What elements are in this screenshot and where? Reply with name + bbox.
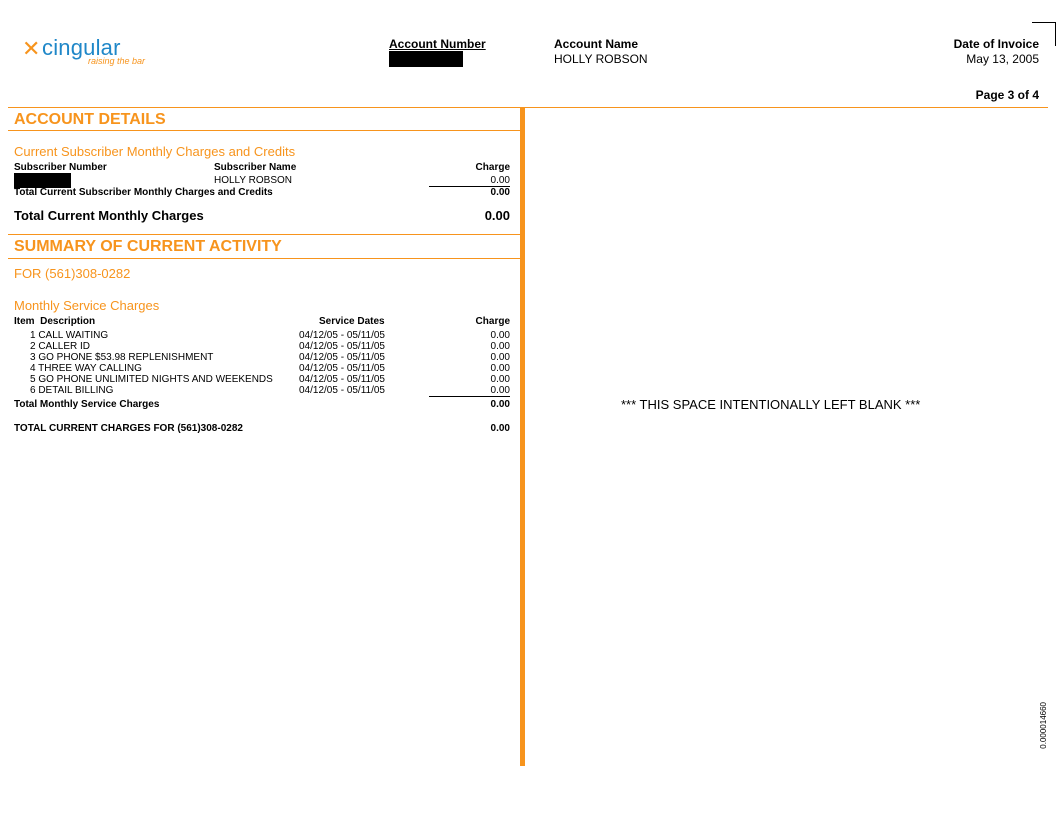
account-details-heading: ACCOUNT DETAILS: [14, 111, 166, 128]
total-monthly-charges-value: 0.00: [484, 208, 510, 223]
item-service-dates: 04/12/05 - 05/11/05: [299, 352, 385, 363]
subscriber-total-label: Total Current Subscriber Monthly Charges and Credits: [14, 187, 273, 198]
account-name-value: HOLLY ROBSON: [554, 52, 648, 66]
column-divider: [520, 108, 525, 766]
invoice-date-value: May 13, 2005: [966, 52, 1039, 66]
item-description: 3 GO PHONE $53.98 REPLENISHMENT: [30, 352, 214, 363]
subscriber-total-value: 0.00: [490, 187, 510, 198]
cingular-logo-mark-icon: ✕: [22, 36, 41, 61]
list-item: [0, 330, 520, 341]
total-service-charges-value: 0.00: [490, 399, 510, 410]
item-description-header: Item Description: [14, 316, 96, 327]
section-divider: [8, 234, 520, 235]
item-charge: 0.00: [429, 385, 510, 397]
item-service-dates: 04/12/05 - 05/11/05: [299, 330, 385, 341]
summary-heading: SUMMARY OF CURRENT ACTIVITY: [14, 238, 282, 255]
subscriber-number-redaction: [14, 173, 71, 188]
cingular-logo-text: cingular: [42, 35, 121, 60]
blank-space-notice: *** THIS SPACE INTENTIONALLY LEFT BLANK ***: [621, 397, 921, 412]
account-number-label: Account Number: [389, 37, 486, 51]
item-description: 1 CALL WAITING: [30, 330, 109, 341]
account-name-label: Account Name: [554, 37, 639, 51]
corner-mark: [1032, 22, 1056, 23]
service-items-list: [0, 330, 520, 396]
item-charge: 0.00: [490, 363, 510, 374]
item-description: 5 GO PHONE UNLIMITED NIGHTS AND WEEKENDS: [30, 374, 273, 385]
total-current-charges-label: TOTAL CURRENT CHARGES FOR (561)308-0282: [14, 423, 243, 434]
phone-number-line: FOR (561)308-0282: [14, 266, 131, 281]
subscriber-name-header: Subscriber Name: [214, 162, 297, 173]
service-dates-header: Service Dates: [319, 316, 385, 327]
total-monthly-charges-label: Total Current Monthly Charges: [14, 208, 204, 223]
monthly-service-heading: Monthly Service Charges: [14, 298, 160, 313]
section-divider: [8, 258, 520, 259]
item-charge: 0.00: [490, 341, 510, 352]
subscriber-name-value: HOLLY ROBSON: [214, 175, 292, 186]
list-item: [0, 341, 520, 352]
total-current-charges-value: 0.00: [490, 423, 510, 434]
page-number: Page 3 of 4: [975, 88, 1039, 102]
list-item: [0, 385, 520, 396]
subscriber-number-header: Subscriber Number: [14, 162, 107, 173]
invoice-date-label: Date of Invoice: [953, 37, 1039, 51]
item-charge: 0.00: [490, 330, 510, 341]
item-description: 4 THREE WAY CALLING: [30, 363, 142, 374]
charge-header: Charge: [475, 162, 510, 173]
list-item: [0, 374, 520, 385]
item-description: 6 DETAIL BILLING: [30, 385, 114, 396]
section-divider: [8, 130, 520, 131]
item-service-dates: 04/12/05 - 05/11/05: [299, 385, 385, 396]
document-id-vertical: 0.000014660: [1039, 702, 1048, 749]
item-description: 2 CALLER ID: [30, 341, 91, 352]
list-item: [0, 363, 520, 374]
service-charge-header: Charge: [475, 316, 510, 327]
item-service-dates: 04/12/05 - 05/11/05: [299, 363, 385, 374]
cingular-logo-tagline: raising the bar: [88, 56, 146, 66]
header-divider: [8, 107, 1048, 108]
subscriber-charge-value: 0.00: [429, 175, 510, 187]
item-charge: 0.00: [490, 374, 510, 385]
subscriber-charges-heading: Current Subscriber Monthly Charges and Credits: [14, 144, 296, 159]
total-service-charges-label: Total Monthly Service Charges: [14, 399, 160, 410]
item-charge: 0.00: [490, 352, 510, 363]
list-item: [0, 352, 520, 363]
item-service-dates: 04/12/05 - 05/11/05: [299, 341, 385, 352]
account-number-redaction: [389, 51, 463, 67]
item-service-dates: 04/12/05 - 05/11/05: [299, 374, 385, 385]
